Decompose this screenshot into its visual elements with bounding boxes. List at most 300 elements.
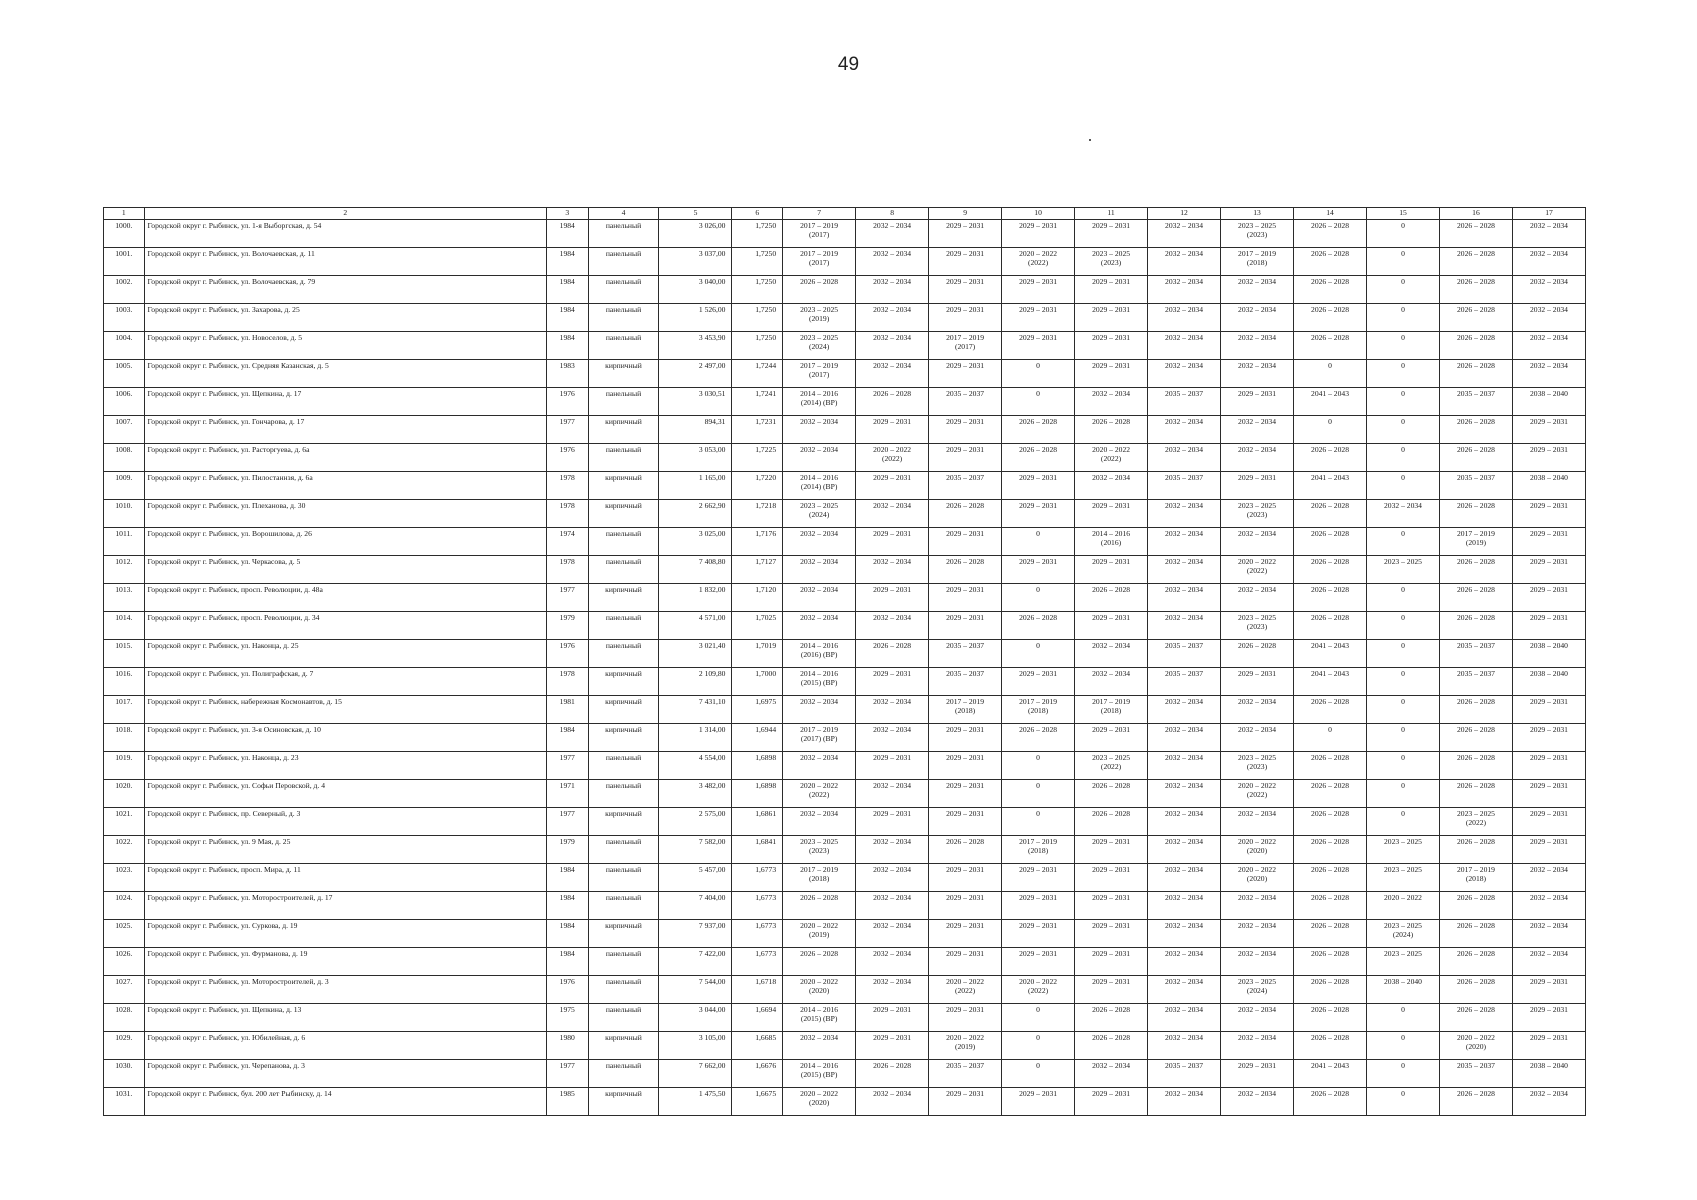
table-cell: 2032 – 2034 <box>1148 808 1221 836</box>
cell-line: 2014 – 2016 <box>800 1061 839 1070</box>
table-cell: 2032 – 2034 <box>1512 864 1585 892</box>
cell-line: 2017 – 2019 <box>800 221 839 230</box>
table-cell: 1979 <box>546 612 588 640</box>
table-cell: 1981 <box>546 696 588 724</box>
cell-line: 2017 – 2019 <box>946 333 985 342</box>
table-cell: 1000. <box>104 220 145 248</box>
table-row <box>104 892 1586 920</box>
table-cell: 7 422,00 <box>659 948 732 976</box>
cell-line: 2020 – 2022 <box>1238 781 1276 790</box>
table-cell: 1026. <box>104 948 145 976</box>
table-cell: 2032 – 2034 <box>1148 584 1221 612</box>
cell-line: (2016) <box>1100 538 1122 547</box>
table-cell: 1984 <box>546 864 588 892</box>
cell-line: (2020) <box>808 1098 830 1107</box>
table-cell: 1015. <box>104 640 145 668</box>
table-row <box>104 836 1586 864</box>
table-cell: 0 <box>1367 416 1440 444</box>
table-cell: 1977 <box>546 584 588 612</box>
table-cell: 2029 – 2031 <box>1512 808 1585 836</box>
table-cell: 1983 <box>546 360 588 388</box>
table-cell: 2032 – 2034 <box>1367 500 1440 528</box>
table-cell-multiline <box>1075 696 1148 724</box>
table-cell: 2026 – 2028 <box>1294 220 1367 248</box>
table-cell: 1011. <box>104 528 145 556</box>
table-cell: 2029 – 2031 <box>929 920 1002 948</box>
table-cell-multiline <box>783 780 856 808</box>
table-cell: 1001. <box>104 248 145 276</box>
table-cell: 2029 – 2031 <box>929 864 1002 892</box>
table-row <box>104 444 1586 472</box>
column-number-header: 15 <box>1367 208 1440 220</box>
cell-line: (2018) <box>808 874 830 883</box>
table-row <box>104 500 1586 528</box>
table-cell: кирпичный <box>588 472 659 500</box>
table-cell: 2032 – 2034 <box>783 696 856 724</box>
table-cell: 2032 – 2034 <box>1221 1032 1294 1060</box>
table-cell-multiline <box>929 1032 1002 1060</box>
table-cell: панельный <box>588 1060 659 1088</box>
cell-line: (2015) (ВР) <box>800 1014 838 1023</box>
table-cell: 1020. <box>104 780 145 808</box>
table-cell: 2032 – 2034 <box>856 1088 929 1116</box>
table-cell: 1984 <box>546 724 588 752</box>
table-cell: кирпичный <box>588 500 659 528</box>
table-cell-multiline <box>1221 248 1294 276</box>
cell-line: 2023 – 2025 <box>1092 753 1131 762</box>
table-cell: 2029 – 2031 <box>1512 780 1585 808</box>
table-cell: 2029 – 2031 <box>929 584 1002 612</box>
cell-line: (2014) (ВР) <box>800 482 838 491</box>
table-cell: 0 <box>1002 584 1075 612</box>
table-cell: 2041 – 2043 <box>1294 668 1367 696</box>
table-row <box>104 808 1586 836</box>
cell-line: 2023 – 2025 <box>1238 613 1276 622</box>
table-cell: 0 <box>1002 528 1075 556</box>
table-cell: 2032 – 2034 <box>856 556 929 584</box>
table-cell: 2035 – 2037 <box>929 1060 1002 1088</box>
table-cell: 1024. <box>104 892 145 920</box>
cell-line: (2022) <box>954 986 976 995</box>
table-cell: 2026 – 2028 <box>1439 976 1512 1004</box>
table-cell: 2029 – 2031 <box>856 584 929 612</box>
table-cell: 2029 – 2031 <box>929 528 1002 556</box>
cell-line: 2014 – 2016 <box>800 389 839 398</box>
table-cell: кирпичный <box>588 808 659 836</box>
table-cell: 2029 – 2031 <box>1075 920 1148 948</box>
table-cell: 1977 <box>546 752 588 780</box>
table-cell: 1974 <box>546 528 588 556</box>
table-cell: 0 <box>1367 696 1440 724</box>
table-cell: 1,6773 <box>732 892 783 920</box>
table-cell: 2029 – 2031 <box>1512 1004 1585 1032</box>
table-cell: 1,7250 <box>732 248 783 276</box>
table-cell: 2029 – 2031 <box>1002 892 1075 920</box>
table-cell: 1,6861 <box>732 808 783 836</box>
column-number-header: 4 <box>588 208 659 220</box>
table-cell: панельный <box>588 892 659 920</box>
table-cell: 2026 – 2028 <box>1294 276 1367 304</box>
table-cell: 2029 – 2031 <box>856 668 929 696</box>
table-cell: 1,7120 <box>732 584 783 612</box>
table-cell: 2029 – 2031 <box>929 220 1002 248</box>
table-cell-multiline <box>1221 612 1294 640</box>
table-cell: 2032 – 2034 <box>856 248 929 276</box>
table-cell: кирпичный <box>588 724 659 752</box>
table-cell: Городской округ г. Рыбинск, ул. 1-я Выборгская, д. 54 <box>144 220 546 248</box>
table-cell: панельный <box>588 864 659 892</box>
table-cell: 0 <box>1367 472 1440 500</box>
table-cell: 0 <box>1002 1004 1075 1032</box>
table-cell: 2 575,00 <box>659 808 732 836</box>
table-cell: панельный <box>588 220 659 248</box>
table-cell: 1977 <box>546 1060 588 1088</box>
table-cell: 2029 – 2031 <box>929 1004 1002 1032</box>
table-cell: 7 431,10 <box>659 696 732 724</box>
table-cell: 2029 – 2031 <box>1075 556 1148 584</box>
table-cell: панельный <box>588 1004 659 1032</box>
table-cell: 2029 – 2031 <box>1512 976 1585 1004</box>
table-cell: 2035 – 2037 <box>1148 640 1221 668</box>
table-cell: 1,6975 <box>732 696 783 724</box>
column-number-header: 16 <box>1439 208 1512 220</box>
table-cell: 2 109,80 <box>659 668 732 696</box>
table-cell: 2026 – 2028 <box>1294 892 1367 920</box>
table-cell: 2029 – 2031 <box>1512 444 1585 472</box>
cell-line: 2020 – 2022 <box>800 921 839 930</box>
table-cell: 2026 – 2028 <box>1439 248 1512 276</box>
table-cell: 3 021,40 <box>659 640 732 668</box>
table-cell: 1978 <box>546 556 588 584</box>
table-cell: Городской округ г. Рыбинск, ул. Черепанова, д. 3 <box>144 1060 546 1088</box>
cell-line: (2022) <box>1027 986 1049 995</box>
table-cell-multiline <box>783 360 856 388</box>
table-cell: 2032 – 2034 <box>1075 388 1148 416</box>
cell-line: 2020 – 2022 <box>873 445 912 454</box>
table-cell: 2020 – 2022 <box>1367 892 1440 920</box>
table-row <box>104 920 1586 948</box>
table-cell: 1,7241 <box>732 388 783 416</box>
table-cell: 2032 – 2034 <box>1512 304 1585 332</box>
table-cell: 1,7244 <box>732 360 783 388</box>
table-cell: 0 <box>1002 640 1075 668</box>
table-cell: 2032 – 2034 <box>1075 1060 1148 1088</box>
table-cell: 2032 – 2034 <box>1148 780 1221 808</box>
table-cell: 2032 – 2034 <box>1148 752 1221 780</box>
table-cell: 2029 – 2031 <box>1512 416 1585 444</box>
table-cell: 2029 – 2031 <box>1075 220 1148 248</box>
table-cell: 2038 – 2040 <box>1367 976 1440 1004</box>
table-cell: 1984 <box>546 220 588 248</box>
table-cell: 0 <box>1367 584 1440 612</box>
cell-line: (2017) <box>808 230 830 239</box>
table-cell: Городской округ г. Рыбинск, ул. Волочаевская, д. 11 <box>144 248 546 276</box>
table-cell: 2029 – 2031 <box>1075 724 1148 752</box>
table-cell: 2032 – 2034 <box>1512 948 1585 976</box>
table-cell: 0 <box>1367 304 1440 332</box>
table-cell: Городской округ г. Рыбинск, ул. Софьи Перовской, д. 4 <box>144 780 546 808</box>
table-cell: 0 <box>1367 1088 1440 1116</box>
table-cell: 2029 – 2031 <box>1075 836 1148 864</box>
table-cell: 2032 – 2034 <box>783 1032 856 1060</box>
table-cell-multiline <box>856 444 929 472</box>
cell-line: 2023 – 2025 <box>800 305 839 314</box>
cell-line: 2014 – 2016 <box>800 669 839 678</box>
table-row <box>104 752 1586 780</box>
table-cell: 0 <box>1367 752 1440 780</box>
table-cell: 2032 – 2034 <box>1512 332 1585 360</box>
table-cell: 2029 – 2031 <box>929 360 1002 388</box>
table-cell: 1009. <box>104 472 145 500</box>
table-cell: 2026 – 2028 <box>1294 920 1367 948</box>
table-cell: панельный <box>588 276 659 304</box>
table-cell: 7 544,00 <box>659 976 732 1004</box>
table-cell: Городской округ г. Рыбинск, ул. 3-я Осиновская, д. 10 <box>144 724 546 752</box>
table-cell-multiline <box>1221 220 1294 248</box>
cell-line: (2016) (ВР) <box>800 650 838 659</box>
table-cell: Городской округ г. Рыбинск, ул. Фурманова, д. 19 <box>144 948 546 976</box>
cell-line: 2017 – 2019 <box>1019 697 1058 706</box>
table-cell: 5 457,00 <box>659 864 732 892</box>
page-number: 49 <box>837 54 860 75</box>
table-cell: 2026 – 2028 <box>1439 948 1512 976</box>
table-cell: Городской округ г. Рыбинск, ул. Волочаевская, д. 79 <box>144 276 546 304</box>
table-cell: 1008. <box>104 444 145 472</box>
table-cell: 0 <box>1367 640 1440 668</box>
table-cell: 1977 <box>546 808 588 836</box>
table-cell: 2032 – 2034 <box>783 416 856 444</box>
table-cell: 1 165,00 <box>659 472 732 500</box>
table-cell: 2032 – 2034 <box>1148 360 1221 388</box>
cell-line: (2020) <box>808 986 830 995</box>
table-cell: 2029 – 2031 <box>1221 1060 1294 1088</box>
table-cell: 2026 – 2028 <box>1439 444 1512 472</box>
table-cell: 1980 <box>546 1032 588 1060</box>
cell-line: 2014 – 2016 <box>800 1005 839 1014</box>
table-row <box>104 1088 1586 1116</box>
table-cell: 2029 – 2031 <box>856 1032 929 1060</box>
table-cell: 1979 <box>546 836 588 864</box>
table-cell-multiline <box>929 976 1002 1004</box>
table-cell: 2029 – 2031 <box>856 472 929 500</box>
table-cell: 2029 – 2031 <box>1512 1032 1585 1060</box>
table-cell: Городской округ г. Рыбинск, ул. Суркова, д. 19 <box>144 920 546 948</box>
table-cell: 2026 – 2028 <box>929 500 1002 528</box>
table-cell: 2029 – 2031 <box>929 416 1002 444</box>
table-cell: 2032 – 2034 <box>1148 724 1221 752</box>
table-cell: 2032 – 2034 <box>1221 276 1294 304</box>
table-cell: 2035 – 2037 <box>1148 1060 1221 1088</box>
table-row <box>104 556 1586 584</box>
table-cell: Городской округ г. Рыбинск, ул. Пилостаннзя, д. 6а <box>144 472 546 500</box>
table-cell: 1 314,00 <box>659 724 732 752</box>
table-cell: 2029 – 2031 <box>1075 864 1148 892</box>
table-cell: 2038 – 2040 <box>1512 472 1585 500</box>
cell-line: (2022) <box>808 790 830 799</box>
table-cell: 2029 – 2031 <box>1512 528 1585 556</box>
table-row <box>104 1004 1586 1032</box>
table-cell: 2029 – 2031 <box>1002 472 1075 500</box>
cell-line: (2015) (ВР) <box>800 678 838 687</box>
table-cell: 7 404,00 <box>659 892 732 920</box>
column-number-header: 6 <box>732 208 783 220</box>
register-table-wrap <box>103 207 1586 1116</box>
table-cell: 2032 – 2034 <box>1221 1004 1294 1032</box>
table-cell: 2032 – 2034 <box>1512 248 1585 276</box>
cell-line: 2023 – 2025 <box>1384 921 1422 930</box>
table-cell: 2035 – 2037 <box>1439 668 1512 696</box>
table-cell: 0 <box>1002 752 1075 780</box>
table-cell: 2041 – 2043 <box>1294 388 1367 416</box>
table-cell: 2032 – 2034 <box>856 220 929 248</box>
table-cell: 2029 – 2031 <box>1221 668 1294 696</box>
table-row <box>104 388 1586 416</box>
cell-line: (2017) <box>808 258 830 267</box>
table-cell: 2029 – 2031 <box>1512 752 1585 780</box>
table-row <box>104 1032 1586 1060</box>
table-cell: 2035 – 2037 <box>1148 668 1221 696</box>
table-cell: 1023. <box>104 864 145 892</box>
table-cell: 1,7220 <box>732 472 783 500</box>
cell-line: (2017) (ВР) <box>800 734 838 743</box>
table-cell-multiline <box>1221 500 1294 528</box>
table-cell: 2032 – 2034 <box>783 612 856 640</box>
table-cell: 2032 – 2034 <box>1512 1088 1585 1116</box>
table-cell: 2026 – 2028 <box>1294 1088 1367 1116</box>
table-cell: 2026 – 2028 <box>783 892 856 920</box>
table-cell: 2029 – 2031 <box>1002 668 1075 696</box>
table-cell: 2026 – 2028 <box>1294 780 1367 808</box>
table-cell: панельный <box>588 752 659 780</box>
cell-line: (2018) <box>1100 706 1122 715</box>
table-cell: 2029 – 2031 <box>1002 920 1075 948</box>
table-body <box>104 208 1586 1116</box>
table-cell: 1976 <box>546 444 588 472</box>
cell-line: (2020) <box>1246 874 1268 883</box>
table-cell: 2032 – 2034 <box>1512 920 1585 948</box>
table-cell-multiline <box>1002 696 1075 724</box>
table-cell: 2029 – 2031 <box>1002 1088 1075 1116</box>
cell-line: (2020) <box>1246 846 1268 855</box>
table-cell: 2026 – 2028 <box>1439 332 1512 360</box>
cell-line: (2017) <box>954 342 976 351</box>
table-cell: 2029 – 2031 <box>856 528 929 556</box>
table-cell: 2029 – 2031 <box>929 752 1002 780</box>
table-cell: 2032 – 2034 <box>1512 892 1585 920</box>
cell-line: 2023 – 2025 <box>800 501 839 510</box>
table-cell-multiline <box>1221 780 1294 808</box>
table-cell: 2026 – 2028 <box>783 948 856 976</box>
table-cell-multiline <box>1075 444 1148 472</box>
table-cell: Городской округ г. Рыбинск, ул. Наконца, д. 23 <box>144 752 546 780</box>
table-cell: 2032 – 2034 <box>1221 360 1294 388</box>
table-cell: 2032 – 2034 <box>1148 696 1221 724</box>
table-cell: 0 <box>1367 360 1440 388</box>
table-cell: 0 <box>1294 416 1367 444</box>
table-cell: 2032 – 2034 <box>856 360 929 388</box>
table-cell: 2032 – 2034 <box>1221 304 1294 332</box>
table-cell: 0 <box>1367 1004 1440 1032</box>
table-row <box>104 248 1586 276</box>
table-cell: 2038 – 2040 <box>1512 388 1585 416</box>
table-cell: 0 <box>1002 1032 1075 1060</box>
table-cell: 2029 – 2031 <box>1075 276 1148 304</box>
table-cell: 1984 <box>546 276 588 304</box>
cell-line: (2018) <box>1246 258 1268 267</box>
table-cell: 2029 – 2031 <box>1075 360 1148 388</box>
table-cell: 2026 – 2028 <box>1294 444 1367 472</box>
table-cell: 0 <box>1002 808 1075 836</box>
table-cell-multiline <box>783 500 856 528</box>
table-cell: 0 <box>1367 724 1440 752</box>
table-cell: 1003. <box>104 304 145 332</box>
scan-dot <box>1089 139 1091 141</box>
table-cell: 0 <box>1002 780 1075 808</box>
table-cell: 2026 – 2028 <box>929 836 1002 864</box>
table-cell: 2026 – 2028 <box>1294 500 1367 528</box>
cell-line: (2022) <box>1100 762 1122 771</box>
table-cell: Городской округ г. Рыбинск, ул. Щепкина, д. 17 <box>144 388 546 416</box>
table-cell-multiline <box>1439 528 1512 556</box>
table-cell: 2035 – 2037 <box>929 640 1002 668</box>
table-cell: Городской округ г. Рыбинск, ул. Средняя Казанская, д. 5 <box>144 360 546 388</box>
table-cell: Городской округ г. Рыбинск, набережная Космонавтов, д. 15 <box>144 696 546 724</box>
table-row <box>104 976 1586 1004</box>
table-cell: 2029 – 2031 <box>1075 948 1148 976</box>
cell-line: (2023) <box>808 846 830 855</box>
cell-line: 2017 – 2019 <box>1456 529 1495 538</box>
table-cell: 2041 – 2043 <box>1294 1060 1367 1088</box>
table-row <box>104 416 1586 444</box>
table-cell: 1,6773 <box>732 920 783 948</box>
table-cell: 2029 – 2031 <box>1512 836 1585 864</box>
table-cell: панельный <box>588 948 659 976</box>
cell-line: (2020) <box>1465 1042 1487 1051</box>
table-cell-multiline <box>783 472 856 500</box>
table-cell: 1975 <box>546 1004 588 1032</box>
table-cell: 0 <box>1294 724 1367 752</box>
table-cell: 2029 – 2031 <box>856 808 929 836</box>
table-cell: 1018. <box>104 724 145 752</box>
column-number-header: 10 <box>1002 208 1075 220</box>
table-cell: 2032 – 2034 <box>1148 836 1221 864</box>
table-cell: 2026 – 2028 <box>1002 612 1075 640</box>
table-cell: Городской округ г. Рыбинск, просп. Революции, д. 34 <box>144 612 546 640</box>
table-cell: 2029 – 2031 <box>929 248 1002 276</box>
table-cell-multiline <box>783 304 856 332</box>
table-cell: 2026 – 2028 <box>1075 584 1148 612</box>
table-row <box>104 1060 1586 1088</box>
cell-line: (2018) <box>954 706 976 715</box>
table-cell: 2026 – 2028 <box>1439 1004 1512 1032</box>
table-cell: 2038 – 2040 <box>1512 668 1585 696</box>
table-cell: 3 026,00 <box>659 220 732 248</box>
cell-line: (2024) <box>808 342 830 351</box>
cell-line: (2019) <box>1465 538 1487 547</box>
table-cell: 2032 – 2034 <box>1148 416 1221 444</box>
table-cell: 2026 – 2028 <box>1002 724 1075 752</box>
table-row <box>104 472 1586 500</box>
table-cell: 2026 – 2028 <box>1439 584 1512 612</box>
table-cell: 2032 – 2034 <box>1148 1032 1221 1060</box>
cell-line: 2014 – 2016 <box>800 641 839 650</box>
table-cell: 1984 <box>546 332 588 360</box>
table-cell: 1984 <box>546 248 588 276</box>
table-cell: 0 <box>1002 388 1075 416</box>
cell-line: 2023 – 2025 <box>1092 249 1131 258</box>
table-row <box>104 948 1586 976</box>
table-cell: 2026 – 2028 <box>1439 416 1512 444</box>
